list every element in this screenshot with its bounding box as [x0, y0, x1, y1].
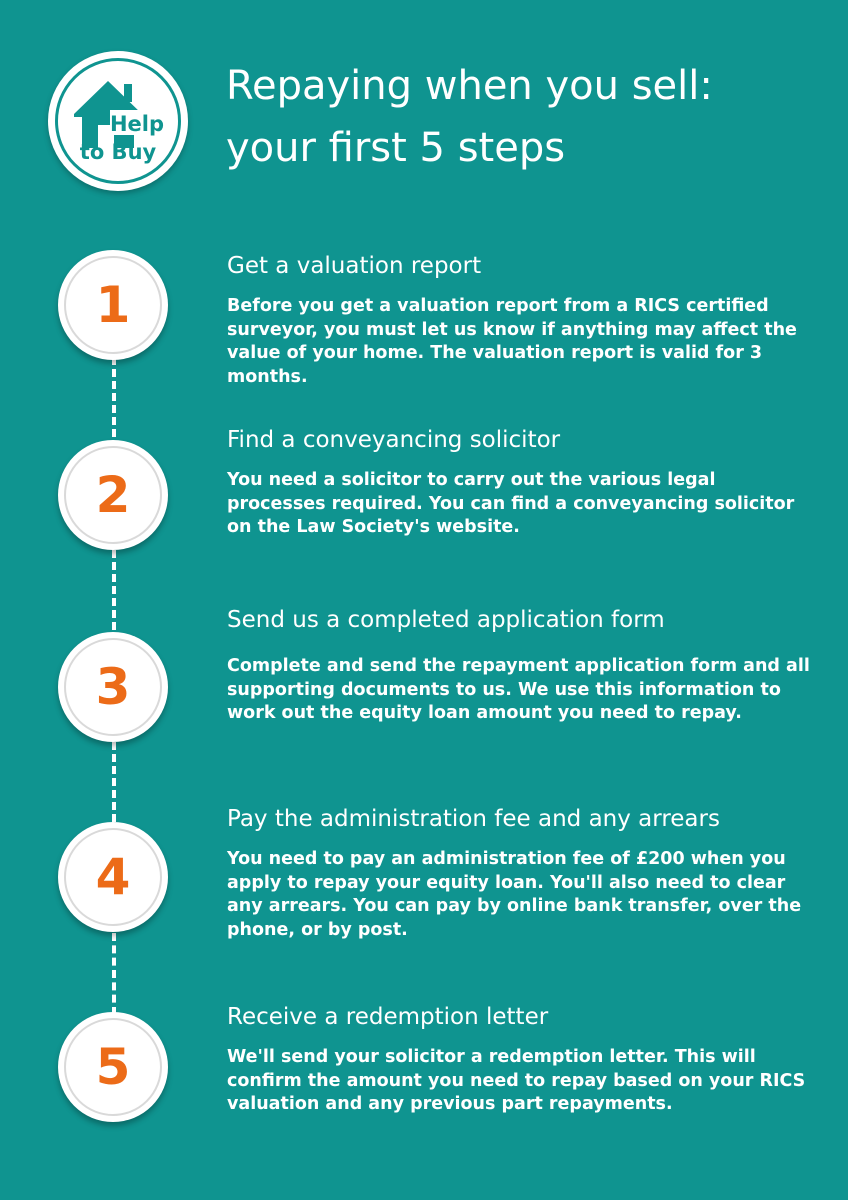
step-heading: Find a conveyancing solicitor — [227, 427, 561, 453]
step-body: You need a solicitor to carry out the various legal processes required. You can find a conveyancing solicitor on the Law Society's website. — [227, 470, 795, 537]
step-body: You need to pay an administration fee of £200 when you apply to repay your equity loan. You'll also need to clear any arrears. You can pay by online bank transfer, over the phone, or by post. — [227, 849, 802, 940]
step-heading: Pay the administration fee and any arrears — [227, 806, 720, 832]
title-line2: your first 5 steps — [226, 125, 566, 171]
step-3-circle — [58, 632, 168, 742]
step-2-circle — [58, 440, 168, 550]
step-5 — [227, 1002, 817, 1117]
step-connector — [112, 550, 116, 630]
step-body: Before you get a valuation report from a RICS certified surveyor, you must let us know if anything may affect the value of your home. The valuation report is valid for 3 months. — [227, 296, 797, 387]
step-number: 5 — [95, 1038, 131, 1096]
step-number: 2 — [95, 466, 131, 524]
step-heading: Send us a completed application form — [227, 607, 665, 633]
step-number: 1 — [95, 276, 131, 334]
help-to-buy-logo — [48, 51, 188, 191]
step-1-circle — [58, 250, 168, 360]
step-connector — [112, 742, 116, 822]
step-connector — [112, 357, 116, 437]
step-1 — [227, 251, 817, 389]
step-heading: Get a valuation report — [227, 253, 482, 279]
step-heading: Receive a redemption letter — [227, 1004, 549, 1030]
step-5-circle — [58, 1012, 168, 1122]
page-title — [226, 55, 826, 179]
step-body: Complete and send the repayment application form and all supporting documents to us. We use this information to work out the equity loan amount you need to repay. — [227, 656, 810, 723]
logo-line1: Help — [109, 112, 165, 136]
step-2 — [227, 425, 817, 540]
step-4-circle — [58, 822, 168, 932]
house-icon — [48, 51, 188, 191]
logo-line2: to Buy — [79, 140, 157, 164]
step-number: 4 — [95, 848, 131, 906]
step-number: 3 — [95, 658, 131, 716]
step-3 — [227, 605, 817, 726]
step-connector — [112, 933, 116, 1015]
title-line1: Repaying when you sell: — [226, 63, 713, 109]
step-4 — [227, 804, 817, 942]
step-body: We'll send your solicitor a redemption letter. This will confirm the amount you need to repay based on your RICS valuation and any previous part repayments. — [227, 1047, 806, 1114]
